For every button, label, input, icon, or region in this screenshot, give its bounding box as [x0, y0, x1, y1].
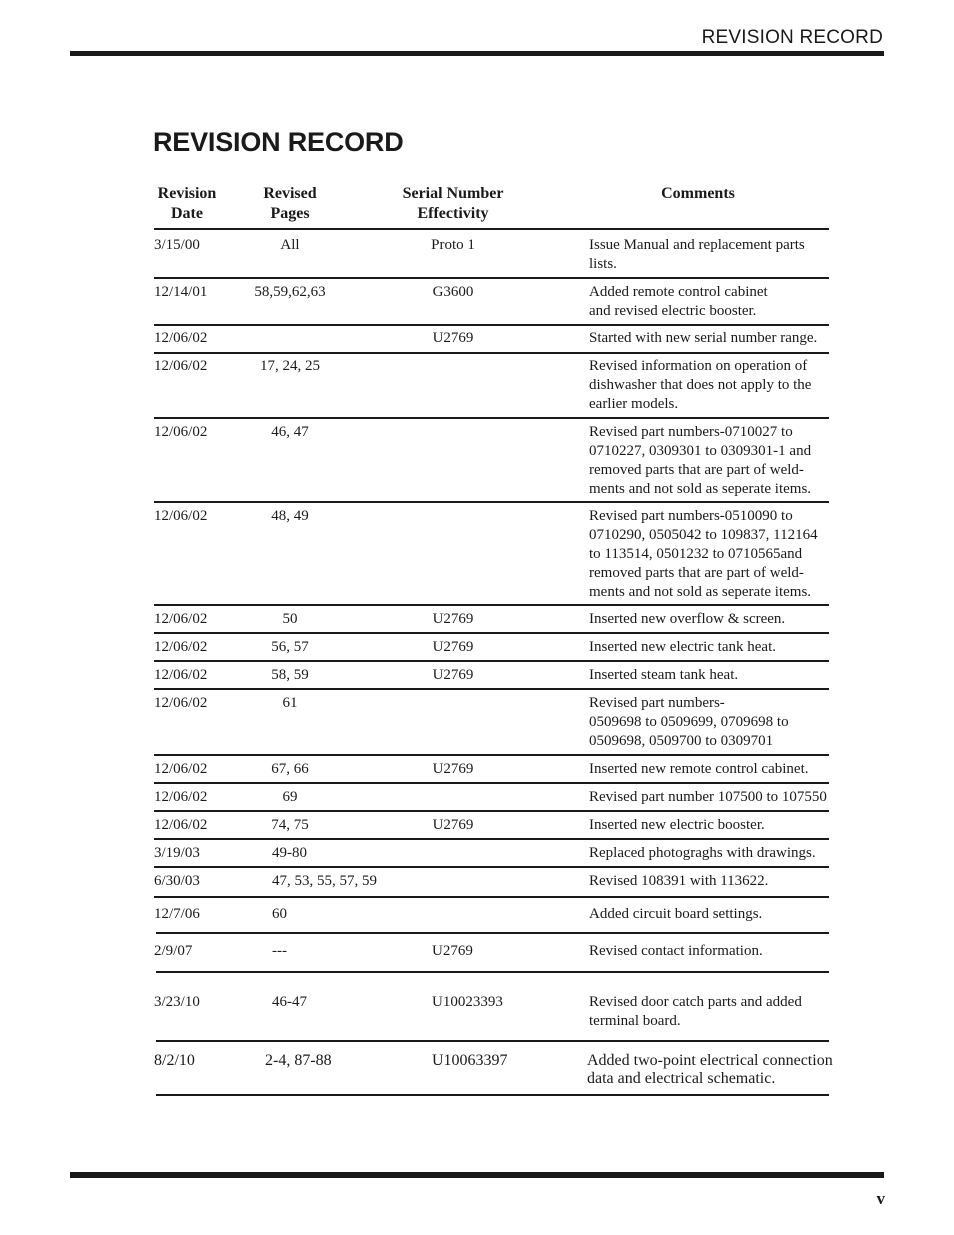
comments — [589, 610, 785, 629]
serial-effectivity: U2769 — [432, 817, 474, 833]
row-divider — [154, 324, 829, 326]
revision-date: 12/14/01 — [154, 284, 208, 300]
comments — [589, 329, 817, 348]
comment-line: Inserted new electric booster. — [589, 817, 765, 833]
comment-line: earlier models. — [589, 396, 679, 412]
comments — [589, 283, 768, 321]
revised-pages: 50 — [282, 611, 298, 627]
row-divider — [154, 896, 829, 898]
revision-date: 12/06/02 — [154, 508, 208, 524]
serial-effectivity: U2769 — [432, 611, 474, 627]
comments — [589, 694, 789, 751]
comment-line: Issue Manual and replacement parts — [589, 237, 805, 253]
revision-date: 12/06/02 — [154, 424, 208, 440]
running-header: REVISION RECORD — [701, 27, 883, 48]
page-title: REVISION RECORD — [153, 127, 404, 157]
comment-line: Revised part numbers-0510090 to — [589, 508, 793, 524]
comment-line: Revised contact information. — [589, 943, 763, 959]
comment-line: Started with new serial number range. — [589, 330, 818, 346]
revision-date: 12/06/02 — [154, 789, 208, 805]
comment-line: Added two-point electrical connection — [587, 1052, 833, 1069]
row-divider — [156, 1094, 829, 1096]
comment-line: dishwasher that does not apply to the — [589, 377, 812, 393]
row-divider — [156, 932, 829, 934]
revision-date: 12/06/02 — [154, 761, 208, 777]
revised-pages: --- — [272, 943, 287, 959]
column-header-pages: Revised Pages — [263, 185, 317, 222]
comment-line: Revised part numbers-0710027 to — [589, 424, 793, 440]
revision-date: 12/06/02 — [154, 667, 208, 683]
row-divider — [154, 417, 829, 419]
serial-effectivity: U2769 — [432, 943, 473, 959]
revised-pages: 46-47 — [272, 994, 307, 1010]
revision-date: 3/15/00 — [154, 237, 200, 253]
comments — [587, 1052, 833, 1088]
row-divider — [156, 1040, 829, 1042]
row-divider — [154, 866, 829, 868]
comments — [589, 788, 827, 807]
serial-effectivity: U2769 — [432, 667, 474, 683]
revised-pages: 47, 53, 55, 57, 59 — [272, 873, 377, 889]
revision-date: 12/06/02 — [154, 611, 208, 627]
column-header-date: Revision Date — [157, 185, 217, 222]
comment-line: ments and not sold as seperate items. — [589, 584, 812, 600]
serial-effectivity: G3600 — [432, 284, 474, 300]
comment-line: Revised part number 107500 to 107550 — [589, 789, 827, 805]
comment-line: removed parts that are part of weld- — [589, 462, 804, 478]
revised-pages: 58,59,62,63 — [254, 284, 326, 300]
comments — [589, 760, 809, 779]
page-number: v — [876, 1189, 885, 1208]
comment-line: Added circuit board settings. — [589, 906, 763, 922]
comments — [589, 905, 762, 924]
row-divider — [154, 660, 829, 662]
comments — [589, 872, 768, 891]
row-divider — [154, 277, 829, 279]
serial-effectivity: U2769 — [432, 639, 474, 655]
revision-date: 12/7/06 — [154, 906, 200, 922]
serial-effectivity: Proto 1 — [431, 237, 475, 253]
comment-line: Revised part numbers- — [589, 695, 725, 711]
comment-line: lists. — [589, 256, 617, 272]
revised-pages: 17, 24, 25 — [260, 358, 320, 374]
column-header-serial: Serial Number Effectivity — [402, 185, 504, 222]
comment-line: 0710227, 0309301 to 0309301-1 and — [589, 443, 812, 459]
comments — [589, 816, 765, 835]
footer-rule — [70, 1172, 884, 1178]
row-divider — [154, 632, 829, 634]
comments — [589, 844, 816, 863]
column-header-comments: Comments — [661, 185, 735, 202]
revision-date: 8/2/10 — [154, 1052, 195, 1069]
comments — [589, 942, 763, 961]
serial-effectivity: U2769 — [432, 330, 474, 346]
comment-line: to 113514, 0501232 to 0710565and — [589, 546, 803, 562]
comments — [589, 638, 776, 657]
revised-pages: 60 — [272, 906, 287, 922]
comment-line: 0710290, 0505042 to 109837, 112164 — [589, 527, 818, 543]
row-divider — [154, 754, 829, 756]
revision-date: 12/06/02 — [154, 695, 208, 711]
row-divider — [154, 810, 829, 812]
comment-line: Replaced photograghs with drawings. — [589, 845, 816, 861]
comment-line: and revised electric booster. — [589, 303, 757, 319]
comment-line: Inserted new electric tank heat. — [589, 639, 776, 655]
revision-date: 12/06/02 — [154, 330, 208, 346]
comment-line: removed parts that are part of weld- — [589, 565, 804, 581]
comments — [589, 507, 818, 602]
comment-line: Revised 108391 with 113622. — [589, 873, 769, 889]
revision-date: 2/9/07 — [154, 943, 193, 959]
revised-pages: 56, 57 — [271, 639, 309, 655]
comments — [589, 666, 738, 685]
revised-pages: 46, 47 — [271, 424, 309, 440]
revised-pages: 74, 75 — [271, 817, 309, 833]
comment-line: Inserted steam tank heat. — [589, 667, 739, 683]
revised-pages: 69 — [282, 789, 298, 805]
comment-line: Added remote control cabinet — [589, 284, 768, 300]
comment-line: terminal board. — [589, 1013, 681, 1029]
comments — [589, 357, 811, 414]
serial-effectivity: U2769 — [432, 761, 474, 777]
revision-date: 12/06/02 — [154, 817, 208, 833]
revision-date: 12/06/02 — [154, 639, 208, 655]
comments — [589, 236, 805, 274]
revision-date: 12/06/02 — [154, 358, 208, 374]
row-divider — [154, 501, 829, 503]
row-divider — [154, 838, 829, 840]
comment-line: 0509698, 0509700 to 0309701 — [589, 733, 774, 749]
serial-effectivity: U10063397 — [432, 1052, 508, 1069]
row-divider — [156, 971, 829, 973]
revised-pages: All — [280, 237, 300, 253]
comment-line: data and electrical schematic. — [587, 1070, 776, 1087]
revised-pages: 61 — [282, 695, 298, 711]
row-divider — [154, 688, 829, 690]
serial-effectivity: U10023393 — [432, 994, 503, 1010]
comment-line: ments and not sold as seperate items. — [589, 481, 812, 497]
header-rule — [70, 51, 884, 56]
revision-date: 3/19/03 — [154, 845, 200, 861]
comment-line: 0509698 to 0509699, 0709698 to — [589, 714, 789, 730]
row-divider — [154, 352, 829, 354]
comments — [589, 993, 802, 1031]
revised-pages: 49-80 — [272, 845, 307, 861]
comment-line: Inserted new overflow & screen. — [589, 611, 786, 627]
row-divider — [154, 782, 829, 784]
revised-pages: 67, 66 — [271, 761, 309, 777]
revised-pages: 48, 49 — [271, 508, 309, 524]
header-rule-line — [154, 228, 829, 230]
comments — [589, 423, 811, 499]
comment-line: Revised door catch parts and added — [589, 994, 802, 1010]
revised-pages: 2-4, 87-88 — [265, 1052, 332, 1069]
row-divider — [154, 604, 829, 606]
revision-date: 3/23/10 — [154, 994, 200, 1010]
revision-date: 6/30/03 — [154, 873, 200, 889]
comment-line: Revised information on operation of — [589, 358, 808, 374]
comment-line: Inserted new remote control cabinet. — [589, 761, 809, 777]
revised-pages: 58, 59 — [271, 667, 309, 683]
